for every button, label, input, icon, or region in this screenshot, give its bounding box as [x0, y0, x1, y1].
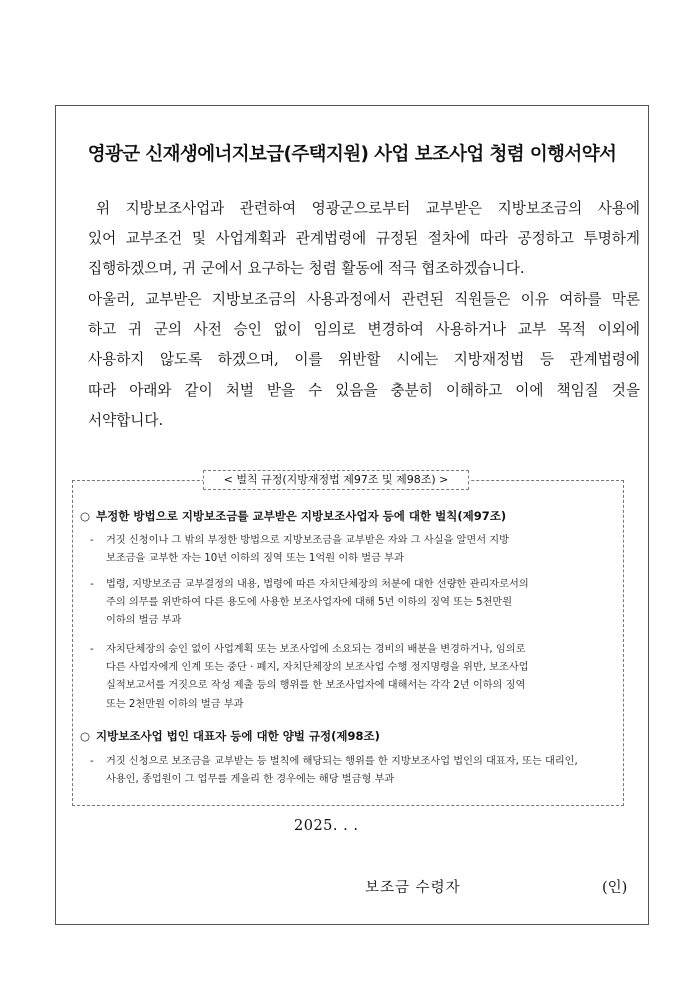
item-line: 주의 의무를 위반하여 다른 용도에 사용한 보조사업자에 대해 5년 이하의 징역 또는 5천만원 [106, 597, 513, 609]
penalty-item [90, 641, 616, 714]
dash-bullet-icon: - [90, 644, 94, 655]
penalty-item [90, 576, 616, 631]
paragraph-line: 있어 교부조건 및 사업계획과 관계법령에 규정된 절차에 따라 공정하고 투명하게 [88, 230, 640, 248]
item-line: 사용인, 종업원이 그 업무를 게을리 한 경우에는 해당 벌금형 부과 [106, 774, 395, 786]
dash-bullet-icon: - [90, 756, 94, 767]
dash-bullet-icon: - [90, 535, 94, 546]
item-line: 보조금을 교부한 자는 10년 이하의 징역 또는 1억원 이하 벌금 부과 [106, 553, 404, 565]
paragraph-line: 서약합니다. [88, 411, 164, 429]
recipient-label: 보조금 수령자 [365, 880, 461, 896]
item-line: 이하의 벌금 부과 [106, 615, 182, 627]
item-line: 거짓 신청이나 그 밖의 부정한 방법으로 지방보조금을 교부받은 자와 그 사실을 알면서 지방 [106, 535, 509, 546]
document-title: 영광군 신재생에너지보급(주택지원) 사업 보조사업 청렴 이행서약서 [87, 144, 617, 165]
dash-bullet-icon: - [90, 579, 94, 590]
item-line: 법령, 지방보조금 교부결정의 내용, 법령에 따른 자치단체장의 처분에 대한 선량한 관리자로서의 [106, 579, 529, 590]
penalty-section-98 [80, 728, 380, 744]
circle-bullet-icon: ○ [80, 509, 91, 523]
section-title: 지방보조사업 법인 대표자 등에 대한 양벌 규정(제98조) [96, 729, 380, 743]
section-title: 부정한 방법으로 지방보조금를 교부받은 지방보조사업자 등에 대한 벌칙(제97조) [96, 509, 507, 523]
penalty-section-97 [80, 508, 506, 524]
penalty-rules-header: < 벌칙 규정(지방재정법 제97조 및 제98조) > [203, 470, 469, 490]
item-line: 자치단체장의 승인 없이 사업계획 또는 보조사업에 소요되는 경비의 배분을 변경하거나, 임의로 [106, 644, 526, 655]
penalty-item [90, 532, 616, 568]
paragraph-line: 위 지방보조사업과 관련하여 영광군으로부터 교부받은 지방보조금의 사용에 [96, 200, 640, 217]
pledge-paragraph-1 [88, 194, 640, 285]
item-line: 실적보고서를 거짓으로 작성 제출 등의 행위를 한 보조사업자에 대해서는 각각 2년 이하의 징역 [106, 680, 526, 692]
seal-mark: (인) [602, 880, 628, 896]
paragraph-line: 집행하겠으며, 귀 군에서 요구하는 청렴 활동에 적극 협조하겠습니다. [88, 260, 525, 278]
paragraph-line: 사용하지 않도록 하겠으며, 이를 위반할 시에는 지방재정법 등 관계법령에 [88, 351, 640, 369]
pledge-date: 2025. . . [294, 818, 359, 834]
circle-bullet-icon: ○ [80, 729, 91, 743]
penalty-item [90, 753, 616, 789]
item-line: 다른 사업자에게 인계 또는 중단 · 폐지, 자치단체장의 보조사업 수행 정지명령을 위반, 보조사업 [106, 662, 529, 674]
paragraph-line: 하고 귀 군의 사전 승인 없이 임의로 변경하여 사용하거나 교부 목적 이외에 [88, 321, 640, 339]
paragraph-line: 아울러, 교부받은 지방보조금의 사용과정에서 관련된 직원들은 이유 여하를 막론 [88, 291, 640, 308]
paragraph-line: 따라 아래와 같이 처벌 받을 수 있음을 충분히 이해하고 이에 책임질 것을 [88, 381, 640, 399]
pledge-paragraph-2 [88, 285, 640, 436]
item-line: 또는 2천만원 이하의 벌금 부과 [106, 698, 244, 710]
item-line: 거짓 신청으로 보조금을 교부받는 등 벌칙에 해당되는 행위를 한 지방보조사업 법인의 대표자, 또는 대리인, [106, 756, 578, 767]
